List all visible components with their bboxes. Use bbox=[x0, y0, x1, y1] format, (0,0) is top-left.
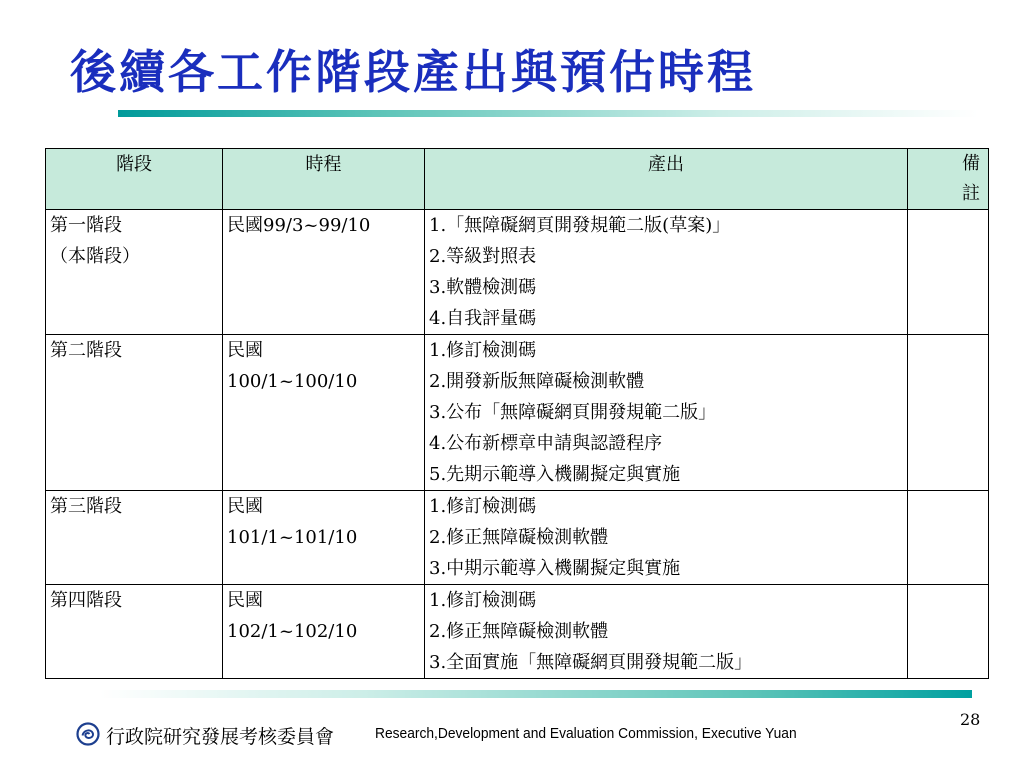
output-cell bbox=[425, 210, 908, 335]
output-cell bbox=[425, 491, 908, 585]
table-row bbox=[46, 335, 989, 491]
header-stage: 階段 bbox=[46, 149, 223, 210]
schedule-cell-line: 100/1~100/10 bbox=[227, 371, 358, 392]
header-note-line2: 註 bbox=[962, 183, 980, 204]
footer-org-chinese: 行政院研究發展考核委員會 bbox=[106, 726, 335, 748]
schedule-cell-line: 102/1~102/10 bbox=[227, 621, 358, 642]
page-number: 28 bbox=[960, 710, 981, 729]
output-cell-line: 2.等級對照表 bbox=[429, 246, 537, 267]
output-cell-line: 5.先期示範導入機關擬定與實施 bbox=[429, 464, 681, 485]
note-cell bbox=[908, 491, 989, 585]
schedule-cell bbox=[223, 210, 425, 335]
stage-cell bbox=[46, 210, 223, 335]
stage-cell-line: 第一階段 bbox=[50, 215, 122, 236]
note-cell bbox=[908, 585, 989, 679]
table-row bbox=[46, 585, 989, 679]
output-cell-line: 3.軟體檢測碼 bbox=[429, 277, 537, 298]
header-note-line1: 備 bbox=[962, 153, 980, 174]
stage-cell-line: 第二階段 bbox=[50, 340, 122, 361]
stage-cell bbox=[46, 585, 223, 679]
note-cell bbox=[908, 335, 989, 491]
title-underline bbox=[118, 110, 978, 117]
stage-cell bbox=[46, 335, 223, 491]
output-cell-line: 3.中期示範導入機關擬定與實施 bbox=[429, 558, 681, 579]
table-row bbox=[46, 210, 989, 335]
stage-cell-line: 第三階段 bbox=[50, 496, 122, 517]
header-schedule: 時程 bbox=[223, 149, 425, 210]
page-title: 後續各工作階段產出與預估時程 bbox=[70, 45, 756, 99]
table-header-row bbox=[46, 149, 989, 210]
output-cell-line: 1.修訂檢測碼 bbox=[429, 590, 537, 611]
output-cell-line: 1.修訂檢測碼 bbox=[429, 340, 537, 361]
stage-cell-line: 第四階段 bbox=[50, 590, 122, 611]
output-cell-line: 2.修正無障礙檢測軟體 bbox=[429, 527, 609, 548]
rdec-logo-icon bbox=[76, 722, 100, 746]
stage-cell bbox=[46, 491, 223, 585]
schedule-cell bbox=[223, 491, 425, 585]
schedule-cell bbox=[223, 585, 425, 679]
output-cell bbox=[425, 335, 908, 491]
output-cell bbox=[425, 585, 908, 679]
output-cell-line: 1.修訂檢測碼 bbox=[429, 496, 537, 517]
header-note bbox=[908, 149, 989, 210]
output-cell-line: 3.公布「無障礙網頁開發規範二版」 bbox=[429, 402, 717, 423]
schedule-cell-line: 民國 bbox=[227, 340, 263, 361]
stage-cell-line: （本階段） bbox=[50, 246, 140, 267]
output-cell-line: 2.開發新版無障礙檢測軟體 bbox=[429, 371, 645, 392]
header-output: 產出 bbox=[425, 149, 908, 210]
output-cell-line: 2.修正無障礙檢測軟體 bbox=[429, 621, 609, 642]
output-cell-line: 1.「無障礙網頁開發規範二版(草案)」 bbox=[429, 215, 731, 236]
output-cell-line: 4.公布新標章申請與認證程序 bbox=[429, 433, 663, 454]
table-row bbox=[46, 491, 989, 585]
footer-divider bbox=[100, 690, 972, 698]
note-cell bbox=[908, 210, 989, 335]
footer-org-english: Research,Development and Evaluation Commission, Executive Yuan bbox=[375, 725, 797, 742]
schedule-cell-line: 民國 bbox=[227, 496, 263, 517]
output-cell-line: 4.自我評量碼 bbox=[429, 308, 537, 329]
schedule-table bbox=[45, 148, 989, 679]
schedule-cell-line: 101/1~101/10 bbox=[227, 527, 358, 548]
schedule-cell bbox=[223, 335, 425, 491]
schedule-cell-line: 民國 bbox=[227, 590, 263, 611]
output-cell-line: 3.全面實施「無障礙網頁開發規範二版」 bbox=[429, 652, 753, 673]
schedule-cell-line: 民國99/3~99/10 bbox=[227, 215, 371, 236]
